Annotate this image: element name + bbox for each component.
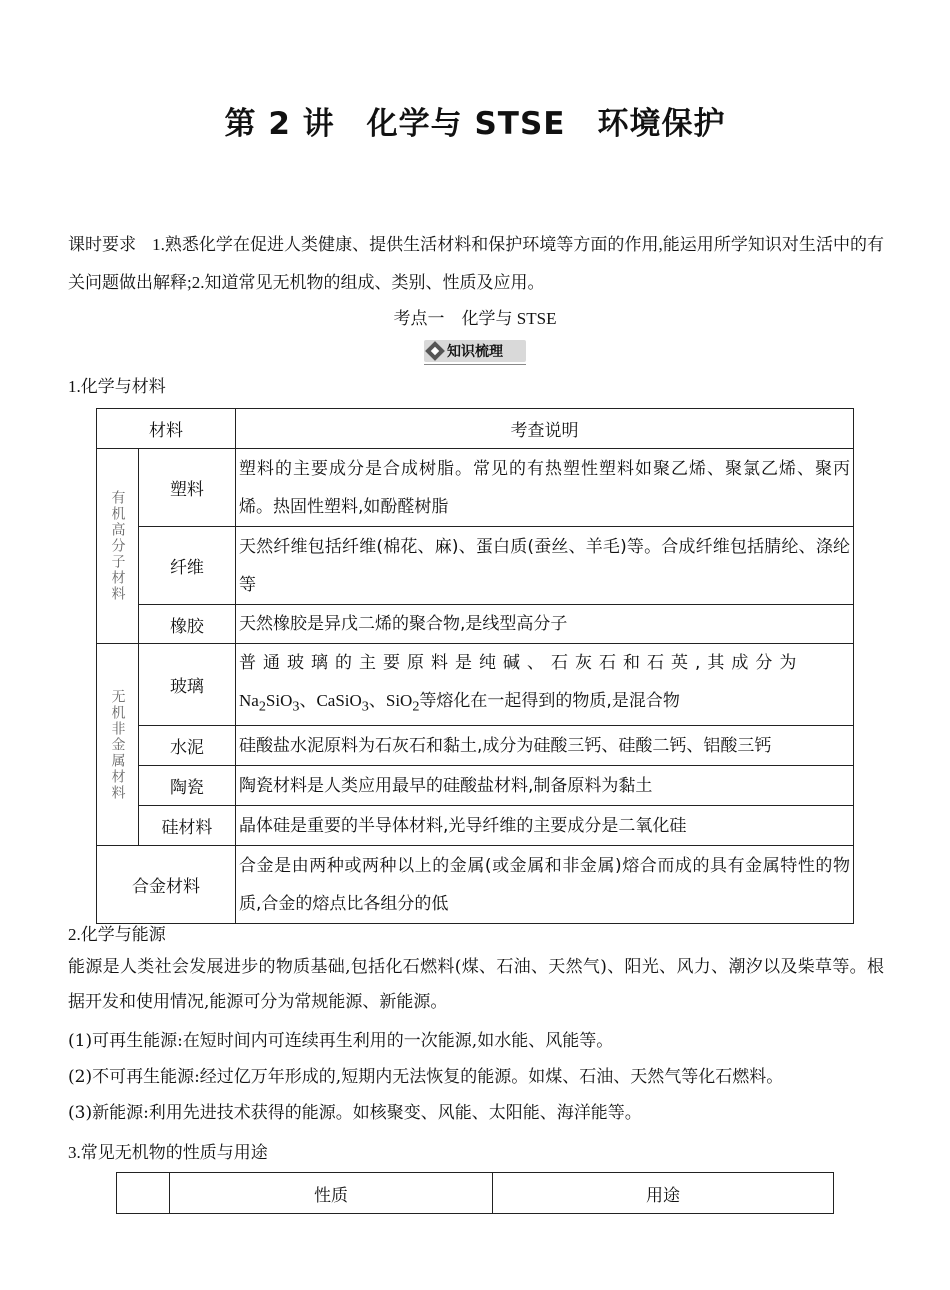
header-use: 用途 <box>493 1173 834 1214</box>
glass-formula: $Na_2SiO_3$、CaSiO$_3$、SiO$_2$ <box>239 691 420 715</box>
material-name: 玻璃 <box>138 644 235 726</box>
requirements-label: 课时要求 <box>68 235 137 255</box>
header-material: 材料 <box>97 409 236 449</box>
group-inorganic: 无机非金属材料 <box>97 644 139 846</box>
table-row <box>97 766 854 806</box>
energy-intro: 能源是人类社会发展进步的物质基础,包括化石燃料(煤、石油、天然气)、阳光、风力、潮汐以及柴草等。根据开发和使用情况,能源可分为常规能源、新能源。 <box>68 957 884 1012</box>
material-name: 水泥 <box>138 726 235 766</box>
material-desc: 陶瓷材料是人类应用最早的硅酸盐材料,制备原料为黏土 <box>236 766 854 806</box>
energy-item: (2)不可再生能源:经过亿万年形成的,短期内无法恢复的能源。如煤、石油、天然气等化石燃料。 <box>68 1067 784 1087</box>
material-desc: 天然纤维包括纤维(棉花、麻)、蛋白质(蚕丝、羊毛)等。合成纤维包括腈纶、涤纶等 <box>236 527 854 605</box>
table-row <box>97 527 854 605</box>
table-row <box>97 806 854 846</box>
material-desc: 晶体硅是重要的半导体材料,光导纤维的主要成分是二氧化硅 <box>236 806 854 846</box>
table-header-row <box>117 1173 834 1214</box>
material-name: 纤维 <box>138 527 235 605</box>
knowledge-badge <box>424 340 526 362</box>
table-row <box>97 644 854 726</box>
material-name: 塑料 <box>138 449 235 527</box>
table-row <box>97 726 854 766</box>
table-row <box>97 449 854 527</box>
lesson-requirements <box>68 226 884 302</box>
diamond-icon <box>425 341 445 361</box>
blank-header-cell <box>117 1173 170 1214</box>
page-title: 第 2 讲 化学与 STSE 环境保护 <box>224 106 726 142</box>
material-desc: 合金是由两种或两种以上的金属(或金属和非金属)熔合而成的具有金属特性的物质,合金的熔点比各组分的低 <box>236 846 854 924</box>
header-property: 性质 <box>170 1173 493 1214</box>
table-row <box>97 846 854 924</box>
material-name: 硅材料 <box>138 806 235 846</box>
material-desc: 天然橡胶是异戊二烯的聚合物,是线型高分子 <box>236 605 854 644</box>
kaodian-heading: 考点一 化学与 STSE <box>393 309 557 328</box>
material-name: 橡胶 <box>138 605 235 644</box>
properties-table <box>116 1172 834 1214</box>
material-desc: 普通玻璃的主要原料是纯碱、石灰石和石英,其成分为 $Na_2SiO_3$、CaSiO$_3$、SiO$_2$等熔化在一起得到的物质,是混合物 <box>236 644 854 726</box>
header-desc: 考查说明 <box>236 409 854 449</box>
badge-label: 知识梳理 <box>447 344 503 360</box>
group-organic: 有机高分子材料 <box>97 449 139 644</box>
requirements-text: 1.熟悉化学在促进人类健康、提供生活材料和保护环境等方面的作用,能运用所学知识对生活中的有关问题做出解释;2.知道常见无机物的组成、类别、性质及应用。 <box>68 235 885 292</box>
material-name: 合金材料 <box>97 846 236 924</box>
section3-title: 3.常见无机物的性质与用途 <box>68 1143 268 1162</box>
table-header-row <box>97 409 854 449</box>
material-desc: 硅酸盐水泥原料为石灰石和黏土,成分为硅酸三钙、硅酸二钙、铝酸三钙 <box>236 726 854 766</box>
energy-item: (1)可再生能源:在短时间内可连续再生利用的一次能源,如水能、风能等。 <box>68 1031 614 1051</box>
material-name: 陶瓷 <box>138 766 235 806</box>
materials-table <box>96 408 854 924</box>
table-row <box>97 605 854 644</box>
section2-title: 2.化学与能源 <box>68 925 166 944</box>
section1-title: 1.化学与材料 <box>68 377 166 396</box>
material-desc: 塑料的主要成分是合成树脂。常见的有热塑性塑料如聚乙烯、聚氯乙烯、聚丙烯。热固性塑料,如酚醛树脂 <box>236 449 854 527</box>
energy-item: (3)新能源:利用先进技术获得的能源。如核聚变、风能、太阳能、海洋能等。 <box>68 1103 642 1123</box>
